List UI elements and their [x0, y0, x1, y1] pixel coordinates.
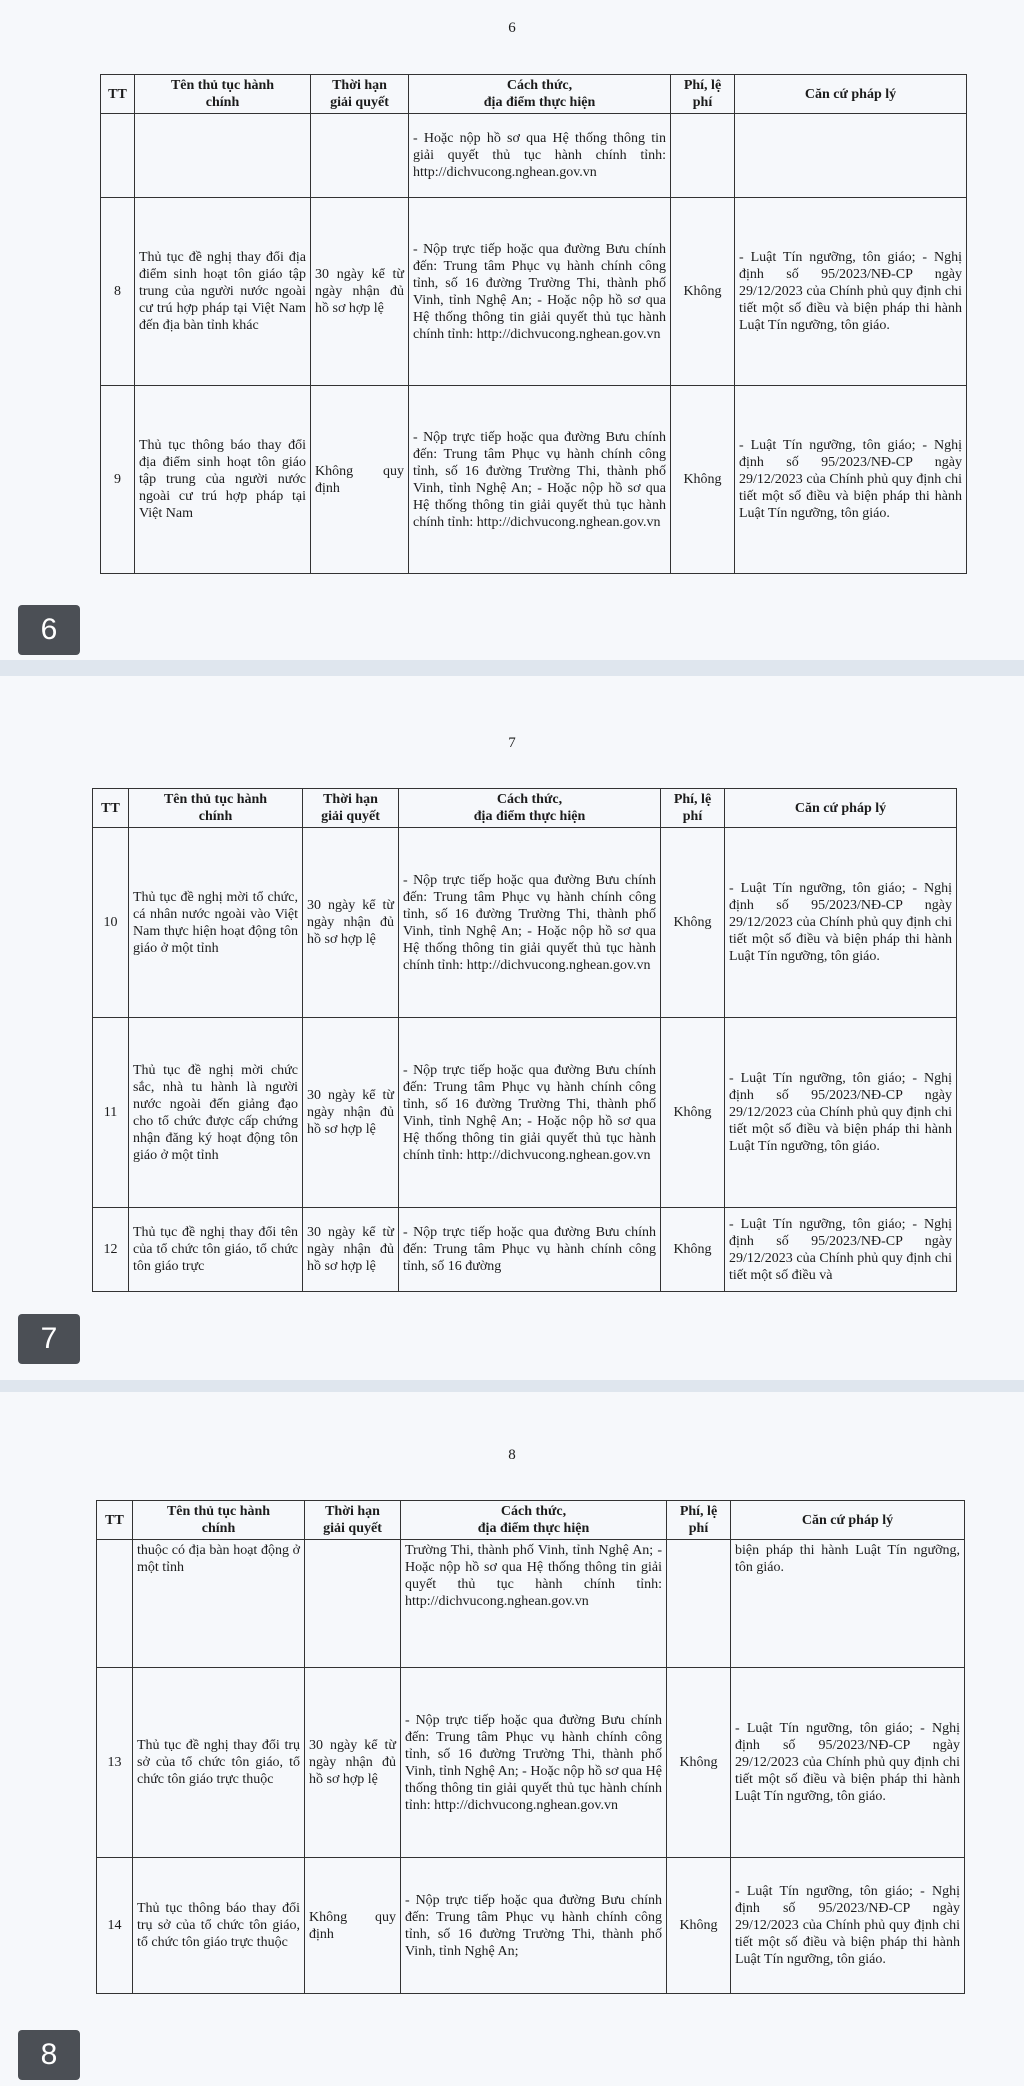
page-8	[0, 1392, 1024, 2086]
table-row	[101, 386, 967, 574]
table-row	[93, 1208, 957, 1292]
cell-tt: 8	[101, 198, 135, 386]
cell-tt: 13	[97, 1668, 133, 1858]
header-time: Thời hạn giải quyết	[305, 1501, 401, 1540]
cell-time	[305, 1540, 401, 1668]
cell-tt: 10	[93, 828, 129, 1018]
page-number: 7	[508, 735, 516, 751]
header-fee: Phí, lệ phí	[671, 75, 735, 114]
cell-method: - Nộp trực tiếp hoặc qua đường Bưu chính đến: Trung tâm Phục vụ hành chính công tỉnh, số 16 đường Trường Thi, thành phố Vinh, tỉnh Nghệ An; - Hoặc nộp hồ sơ qua Hệ thống thông tin giải quyết thủ tục hành chính tỉnh: http://dichvucong.nghean.gov.vn	[399, 828, 661, 1018]
page-6	[0, 0, 1024, 660]
cell-legal: - Luật Tín ngưỡng, tôn giáo; - Nghị định số 95/2023/NĐ-CP ngày 29/12/2023 của Chính phủ quy định chi tiết một số điều và	[725, 1208, 957, 1292]
cell-fee: Không	[661, 1208, 725, 1292]
header-tt: TT	[97, 1501, 133, 1540]
cell-tt: 11	[93, 1018, 129, 1208]
cell-time: Không quy định	[311, 386, 409, 574]
cell-name: Thủ tục đề nghị thay đổi địa điểm sinh hoạt tôn giáo tập trung của người nước ngoài cư trú hợp pháp tại Việt Nam đến địa bàn tỉnh khác	[135, 198, 311, 386]
page-number: 8	[508, 1447, 516, 1463]
table-row	[97, 1540, 965, 1668]
header-time: Thời hạn giải quyết	[311, 75, 409, 114]
header-method: Cách thức, địa điểm thực hiện	[401, 1501, 667, 1540]
cell-fee: Không	[661, 1018, 725, 1208]
cell-legal: - Luật Tín ngưỡng, tôn giáo; - Nghị định số 95/2023/NĐ-CP ngày 29/12/2023 của Chính phủ quy định chi tiết một số điều và biện pháp thi hành Luật Tín ngưỡng, tôn giáo.	[725, 828, 957, 1018]
cell-name: Thủ tục thông báo thay đổi trụ sở của tổ chức tôn giáo, tổ chức tôn giáo trực thuộc	[133, 1858, 305, 1994]
cell-method: - Nộp trực tiếp hoặc qua đường Bưu chính đến: Trung tâm Phục vụ hành chính công tỉnh, số 16 đường Trường Thi, thành phố Vinh, tỉnh Nghệ An; - Hoặc nộp hồ sơ qua Hệ thống thông tin giải quyết thủ tục hành chính tỉnh: http://dichvucong.nghean.gov.vn	[409, 198, 671, 386]
cell-fee: Không	[667, 1668, 731, 1858]
cell-name: thuộc có địa bàn hoạt động ở một tỉnh	[133, 1540, 305, 1668]
cell-tt: 9	[101, 386, 135, 574]
table-row	[97, 1858, 965, 1994]
cell-name: Thủ tục đề nghị mời chức sắc, nhà tu hành là người nước ngoài đến giảng đạo cho tổ chức được cấp chứng nhận đăng ký hoạt động tôn giáo ở một tỉnh	[129, 1018, 303, 1208]
page-7	[0, 676, 1024, 1380]
header-legal: Căn cứ pháp lý	[735, 75, 967, 114]
cell-tt: 12	[93, 1208, 129, 1292]
cell-legal: - Luật Tín ngưỡng, tôn giáo; - Nghị định số 95/2023/NĐ-CP ngày 29/12/2023 của Chính phủ quy định chi tiết một số điều và biện pháp thi hành Luật Tín ngưỡng, tôn giáo.	[735, 386, 967, 574]
cell-method: - Nộp trực tiếp hoặc qua đường Bưu chính đến: Trung tâm Phục vụ hành chính công tỉnh, số 16 đường	[399, 1208, 661, 1292]
header-name: Tên thủ tục hành chính	[135, 75, 311, 114]
table-row	[101, 198, 967, 386]
cell-name	[135, 114, 311, 198]
procedure-table	[92, 788, 957, 1292]
cell-legal: biện pháp thi hành Luật Tín ngưỡng, tôn giáo.	[731, 1540, 965, 1668]
procedure-table	[100, 74, 967, 574]
cell-name: Thủ tục đề nghị mời tổ chức, cá nhân nước ngoài vào Việt Nam thực hiện hoạt động tôn giáo ở một tỉnh	[129, 828, 303, 1018]
cell-time: 30 ngày kể từ ngày nhận đủ hồ sơ hợp lệ	[303, 828, 399, 1018]
page-number: 6	[508, 20, 516, 36]
cell-fee: Không	[671, 198, 735, 386]
cell-tt	[101, 114, 135, 198]
cell-legal	[735, 114, 967, 198]
cell-name: Thủ tục đề nghị thay đổi trụ sở của tổ chức tôn giáo, tổ chức tôn giáo trực thuộc	[133, 1668, 305, 1858]
cell-fee: Không	[671, 386, 735, 574]
cell-method: Trường Thi, thành phố Vinh, tỉnh Nghệ An; - Hoặc nộp hồ sơ qua Hệ thống thông tin giải quyết thủ tục hành chính tỉnh: http://dichvucong.nghean.gov.vn	[401, 1540, 667, 1668]
header-legal: Căn cứ pháp lý	[725, 789, 957, 828]
header-fee: Phí, lệ phí	[661, 789, 725, 828]
header-method: Cách thức, địa điểm thực hiện	[399, 789, 661, 828]
page-badge: 7	[18, 1314, 80, 1364]
header-name: Tên thủ tục hành chính	[129, 789, 303, 828]
cell-time: 30 ngày kể từ ngày nhận đủ hồ sơ hợp lệ	[303, 1208, 399, 1292]
table-row	[93, 1018, 957, 1208]
cell-fee: Không	[661, 828, 725, 1018]
table-header	[93, 789, 957, 828]
cell-name: Thủ tục thông báo thay đổi địa điểm sinh hoạt tôn giáo tập trung của người nước ngoài cư trú hợp pháp tại Việt Nam	[135, 386, 311, 574]
table-row	[101, 114, 967, 198]
table-row	[97, 1668, 965, 1858]
cell-name: Thủ tục đề nghị thay đổi tên của tổ chức tôn giáo, tổ chức tôn giáo trực	[129, 1208, 303, 1292]
header-name: Tên thủ tục hành chính	[133, 1501, 305, 1540]
cell-method: - Hoặc nộp hồ sơ qua Hệ thống thông tin giải quyết thủ tục hành chính tỉnh: http://dichvucong.nghean.gov.vn	[409, 114, 671, 198]
header-method: Cách thức, địa điểm thực hiện	[409, 75, 671, 114]
cell-fee	[667, 1540, 731, 1668]
cell-time: 30 ngày kể từ ngày nhận đủ hồ sơ hợp lệ	[303, 1018, 399, 1208]
cell-time	[311, 114, 409, 198]
header-tt: TT	[93, 789, 129, 828]
cell-method: - Nộp trực tiếp hoặc qua đường Bưu chính đến: Trung tâm Phục vụ hành chính công tỉnh, số 16 đường Trường Thi, thành phố Vinh, tỉnh Nghệ An; - Hoặc nộp hồ sơ qua Hệ thống thông tin giải quyết thủ tục hành chính tỉnh: http://dichvucong.nghean.gov.vn	[401, 1668, 667, 1858]
header-time: Thời hạn giải quyết	[303, 789, 399, 828]
cell-method: - Nộp trực tiếp hoặc qua đường Bưu chính đến: Trung tâm Phục vụ hành chính công tỉnh, số 16 đường Trường Thi, thành phố Vinh, tỉnh Nghệ An;	[401, 1858, 667, 1994]
cell-legal: - Luật Tín ngưỡng, tôn giáo; - Nghị định số 95/2023/NĐ-CP ngày 29/12/2023 của Chính phủ quy định chi tiết một số điều và biện pháp thi hành Luật Tín ngưỡng, tôn giáo.	[735, 198, 967, 386]
table-row	[93, 828, 957, 1018]
page-badge: 8	[18, 2030, 80, 2080]
page-badge: 6	[18, 605, 80, 655]
cell-time: 30 ngày kể từ ngày nhận đủ hồ sơ hợp lệ	[305, 1668, 401, 1858]
cell-tt: 14	[97, 1858, 133, 1994]
cell-legal: - Luật Tín ngưỡng, tôn giáo; - Nghị định số 95/2023/NĐ-CP ngày 29/12/2023 của Chính phủ quy định chi tiết một số điều và biện pháp thi hành Luật Tín ngưỡng, tôn giáo.	[725, 1018, 957, 1208]
header-tt: TT	[101, 75, 135, 114]
table-header	[101, 75, 967, 114]
cell-legal: - Luật Tín ngưỡng, tôn giáo; - Nghị định số 95/2023/NĐ-CP ngày 29/12/2023 của Chính phủ quy định chi tiết một số điều và biện pháp thi hành Luật Tín ngưỡng, tôn giáo.	[731, 1668, 965, 1858]
table-header	[97, 1501, 965, 1540]
cell-time: 30 ngày kể từ ngày nhận đủ hồ sơ hợp lệ	[311, 198, 409, 386]
header-legal: Căn cứ pháp lý	[731, 1501, 965, 1540]
cell-method: - Nộp trực tiếp hoặc qua đường Bưu chính đến: Trung tâm Phục vụ hành chính công tỉnh, số 16 đường Trường Thi, thành phố Vinh, tỉnh Nghệ An; - Hoặc nộp hồ sơ qua Hệ thống thông tin giải quyết thủ tục hành chính tỉnh: http://dichvucong.nghean.gov.vn	[409, 386, 671, 574]
cell-legal: - Luật Tín ngưỡng, tôn giáo; - Nghị định số 95/2023/NĐ-CP ngày 29/12/2023 của Chính phủ quy định chi tiết một số điều và biện pháp thi hành Luật Tín ngưỡng, tôn giáo.	[731, 1858, 965, 1994]
cell-fee: Không	[667, 1858, 731, 1994]
cell-fee	[671, 114, 735, 198]
cell-tt	[97, 1540, 133, 1668]
header-fee: Phí, lệ phí	[667, 1501, 731, 1540]
procedure-table	[96, 1500, 965, 1994]
cell-method: - Nộp trực tiếp hoặc qua đường Bưu chính đến: Trung tâm Phục vụ hành chính công tỉnh, số 16 đường Trường Thi, thành phố Vinh, tỉnh Nghệ An; - Hoặc nộp hồ sơ qua Hệ thống thông tin giải quyết thủ tục hành chính tỉnh: http://dichvucong.nghean.gov.vn	[399, 1018, 661, 1208]
cell-time: Không quy định	[305, 1858, 401, 1994]
